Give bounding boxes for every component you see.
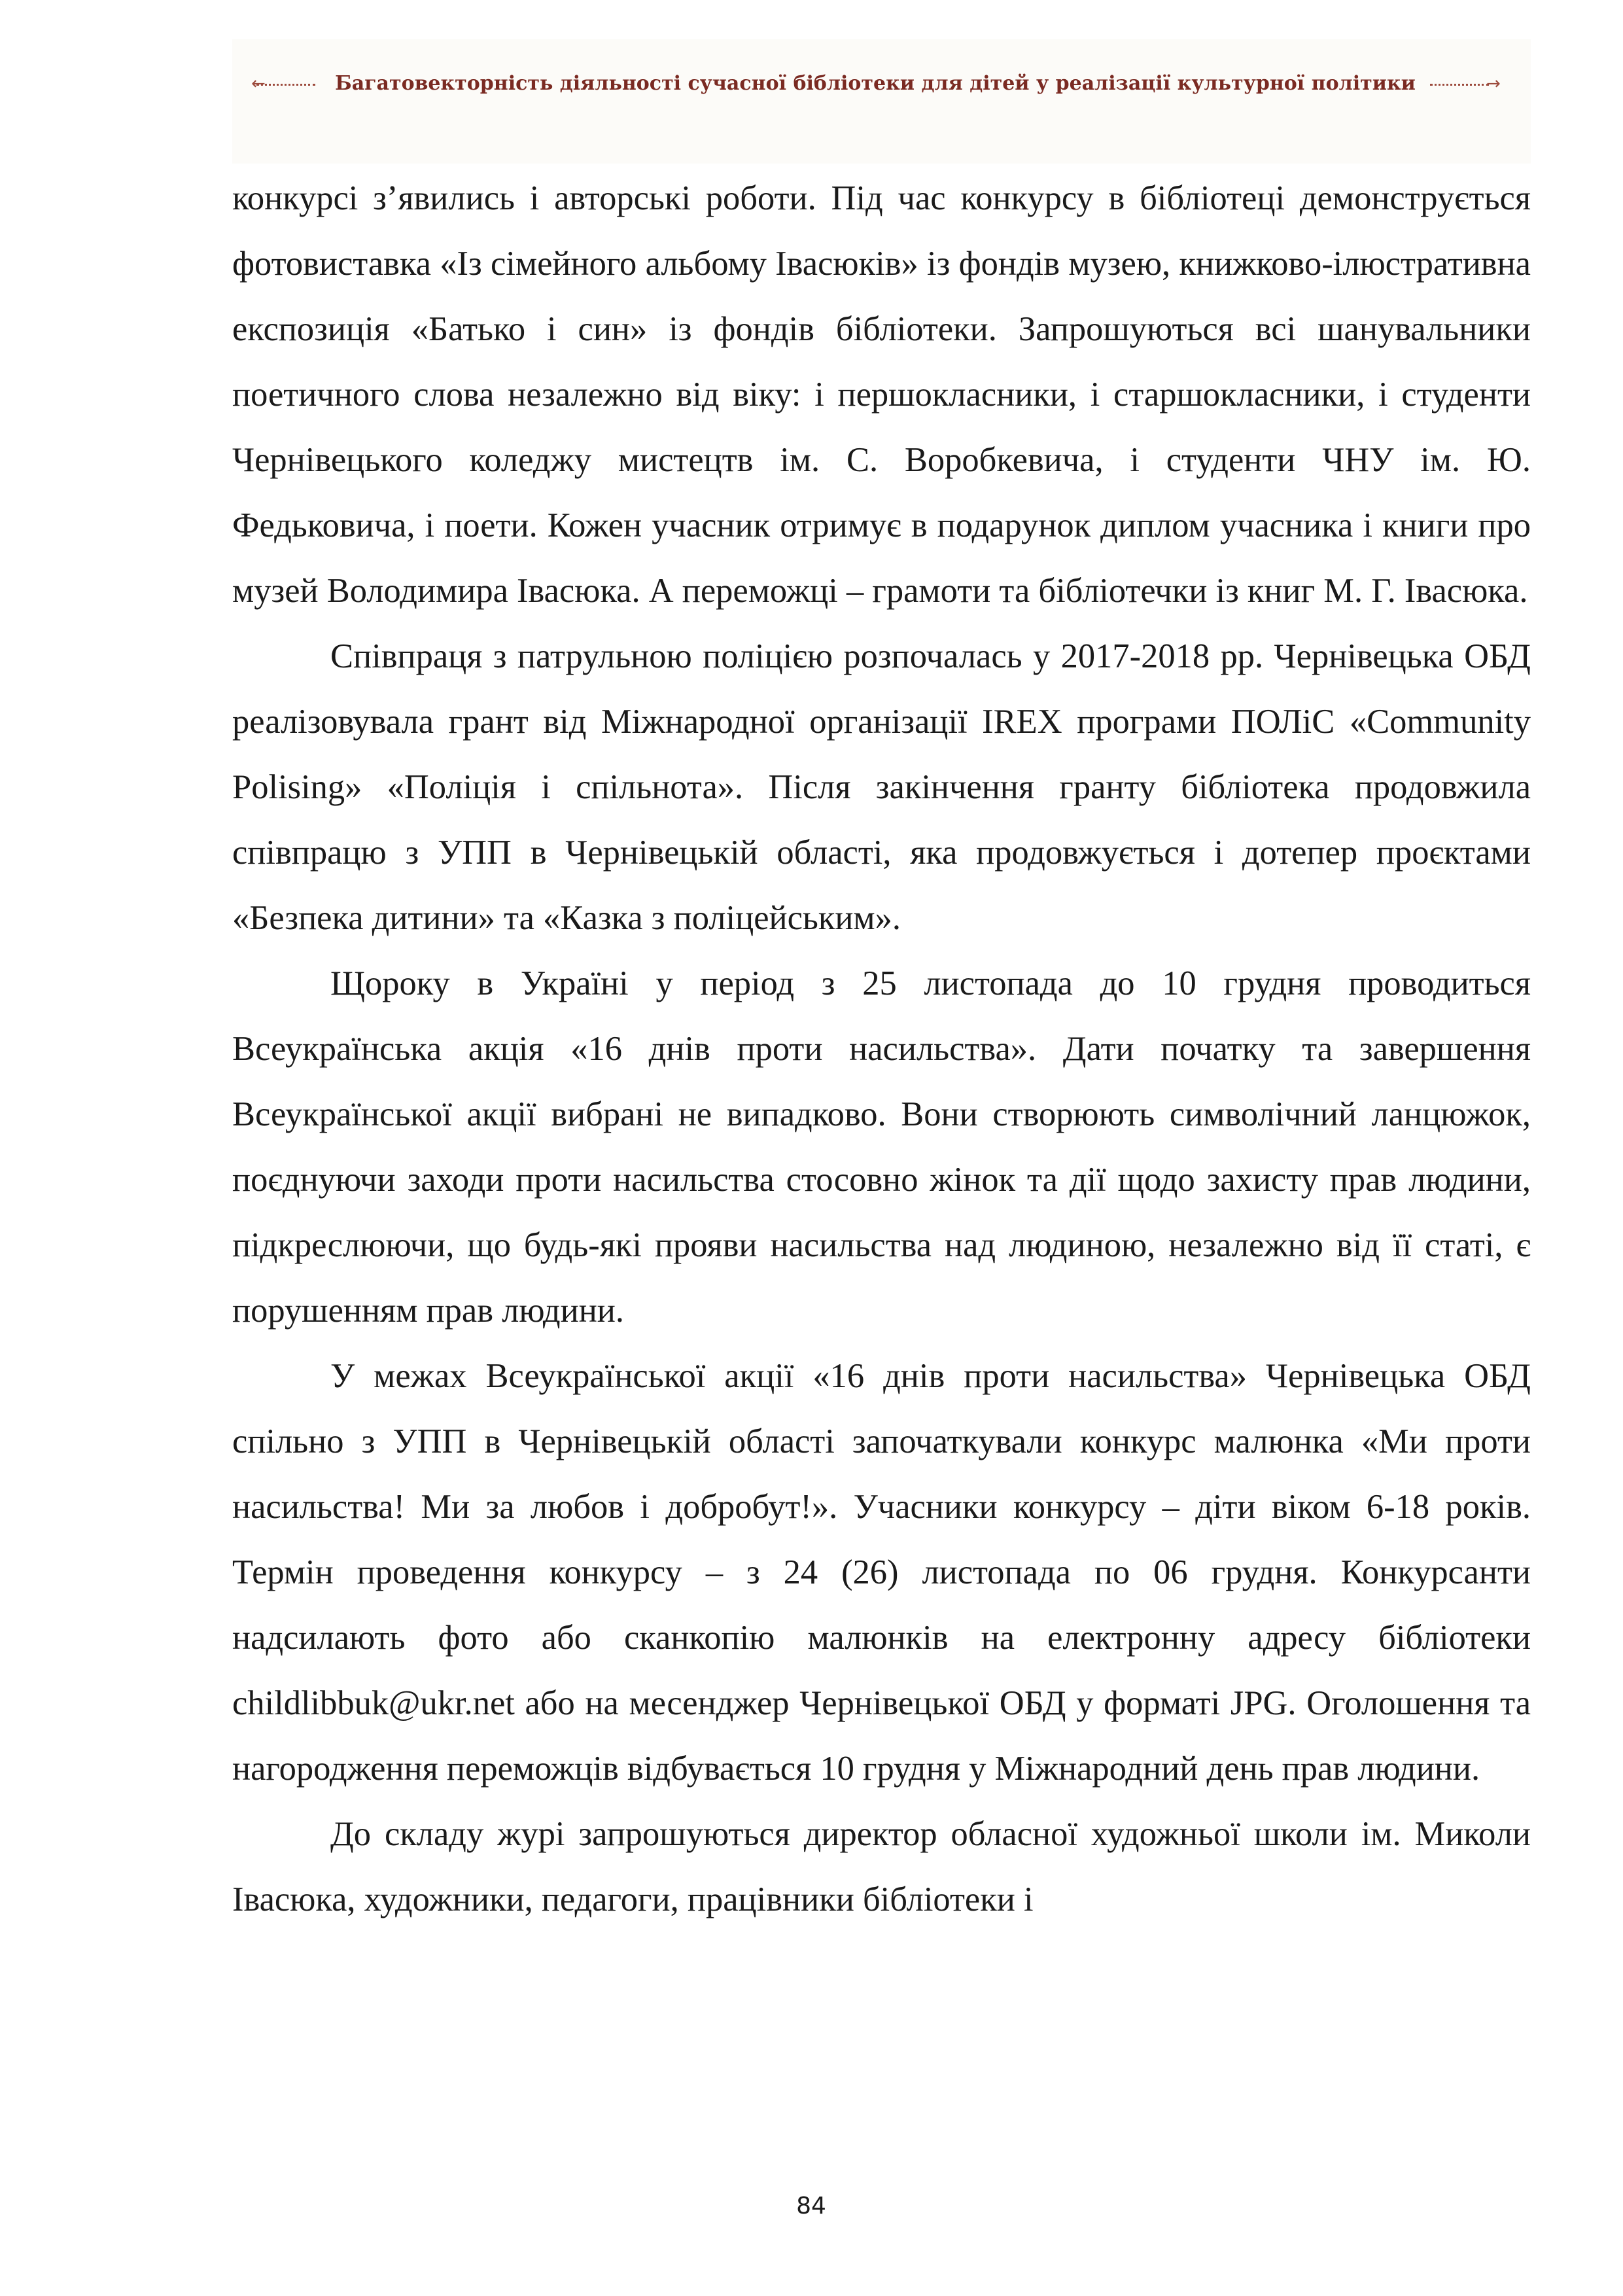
paragraph: Співпраця з патрульною поліцією розпочалась у 2017-2018 рр. Чернівецька ОБД реалізовувала грант від Міжнародної організації IREX програми ПОЛіС «Community Polising» «Поліція і спільнота». Після закінчення гранту бібліотека продовжила співпрацю з УПП в Чернівецькій області, яка продовжується і дотепер проєктами «Безпека дитини» та «Казка з поліцейським». xyxy=(232,637,1531,937)
running-header-band xyxy=(232,39,1531,164)
header-rule-right xyxy=(1430,84,1489,86)
paragraph: У межах Всеукраїнської акції «16 днів проти насильства» Чернівецька ОБД спільно з УПП в Чернівецькій області започаткували конкурс малюнка «Ми проти насильства! Ми за любов і добробут!». Учасники конкурсу – діти віком 6-18 років. Термін проведення конкурсу – з 24 (26) листопада по 06 грудня. Конкурсанти надсилають фото або сканкопію малюнків на електронну адресу бібліотеки childlibbuk@ukr.net або на месенджер Чернівецької ОБД у форматі JPG. Оголошення та нагородження переможців відбувається 10 грудня у Міжнародний день прав людини. xyxy=(232,1357,1531,1788)
header-rule-left xyxy=(256,84,315,86)
arrow-left-icon: ← xyxy=(251,74,266,94)
arrow-right-icon: → xyxy=(1486,74,1501,94)
paragraph: Щороку в Україні у період з 25 листопада до 10 грудня проводиться Всеукраїнська акція «16 днів проти насильства». Дати початку та завершення Всеукраїнської акції вибрані не випадково. Вони створюють символічний ланцюжок, поєднуючи заходи проти насильства стосовно жінок та дії щодо захисту прав людини, підкреслюючи, що будь-які прояви насильства над людиною, незалежно від її статі, є порушенням прав людини. xyxy=(232,964,1531,1330)
running-head: Багатовекторність діяльності сучасної бібліотеки для дітей у реалізації культурної політики xyxy=(335,72,1416,95)
paragraph: конкурсі з’явились і авторські роботи. Під час конкурсу в бібліотеці демонструється фотовиставка «Із сімейного альбому Івасюків» із фондів музею, книжково-ілюстративна експозиція «Батько і син» із фондів бібліотеки. Запрошуються всі шанувальники поетичного слова незалежно від віку: і першокласники, і старшокласники, і студенти Чернівецького коледжу мистецтв ім. С. Воробкевича, і студенти ЧНУ ім. Ю. Федьковича, і поети. Кожен учасник отримує в подарунок диплом учасника і книги про музей Володимира Івасюка. А переможці – грамоти та бібліотечки із книг М. Г. Івасюка. xyxy=(232,179,1531,610)
body-text xyxy=(232,166,1531,1932)
paragraph: До складу журі запрошуються директор обласної художньої школи ім. Миколи Івасюка, художники, педагоги, працівники бібліотеки і xyxy=(232,1815,1531,1918)
page-number: 84 xyxy=(796,2193,826,2219)
